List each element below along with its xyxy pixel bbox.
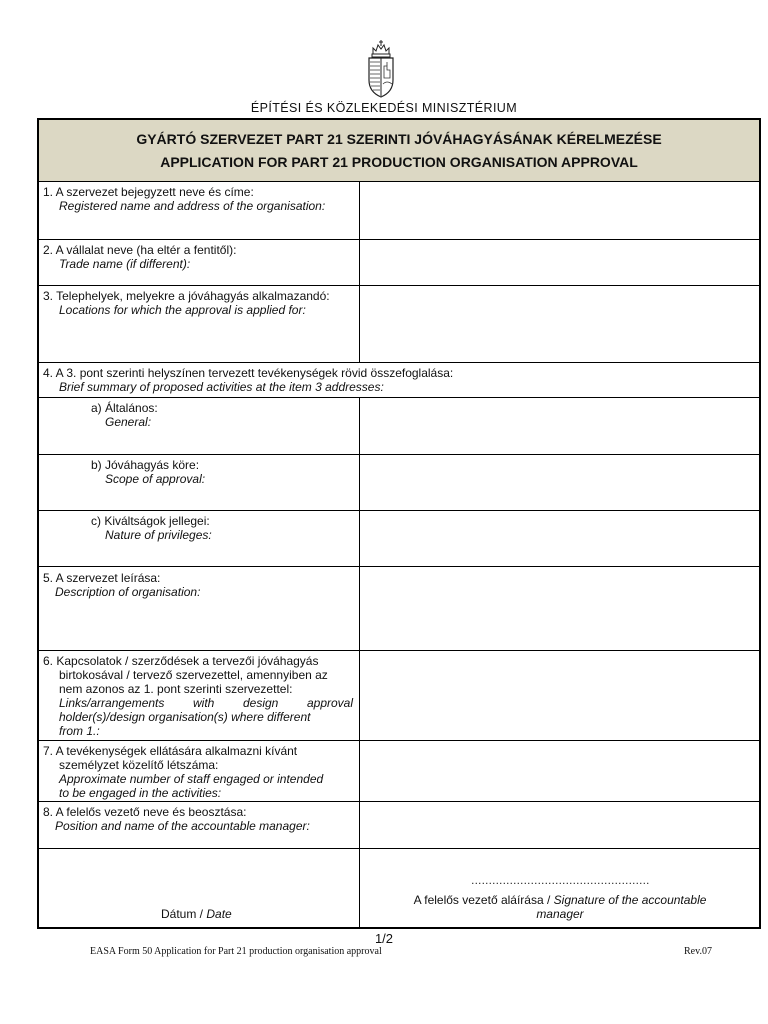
field-label-en: Description of organisation: (55, 585, 201, 599)
field-label-en: Nature of privileges: (105, 528, 212, 542)
form-row-description (39, 567, 759, 651)
form-row-scope-of-approval (39, 455, 759, 511)
field-label-en: Trade name (if different): (59, 257, 191, 271)
field-label-en: Links/arrangements with design approval (59, 696, 353, 710)
label-cell (39, 651, 359, 740)
field-label-hu: 8. A felelős vezető neve és beosztása: (43, 805, 247, 819)
form-row-general (39, 398, 759, 455)
field-label-en: from 1.: (59, 724, 100, 738)
field-label-en: Locations for which the approval is applied for: (59, 303, 306, 317)
label-cell (39, 240, 359, 285)
signature-label-en: Signature of the accountable (553, 893, 707, 907)
nature-of-privileges-input-cell[interactable] (359, 511, 759, 566)
form-row-accountable-manager (39, 802, 759, 849)
field-label-en: to be engaged in the activities: (59, 786, 222, 800)
form-title-english: APPLICATION FOR PART 21 PRODUCTION ORGANISATION APPROVAL (160, 154, 638, 170)
scope-of-approval-input-cell[interactable] (359, 455, 759, 510)
registered-name-input-cell[interactable] (359, 182, 759, 239)
description-input-cell[interactable] (359, 567, 759, 650)
label-cell (39, 802, 359, 848)
staff-number-input-cell[interactable] (359, 741, 759, 801)
form-row-signature (39, 849, 759, 927)
field-label-hu: nem azonos az 1. pont szerinti szervezettel: (59, 682, 293, 696)
field-label-en: holder(s)/design organisation(s) where different (59, 710, 311, 724)
field-label-hu: 6. Kapcsolatok / szerződések a tervezői jóváhagyás (43, 654, 319, 668)
field-label-en: Registered name and address of the organisation: (59, 199, 326, 213)
form-title-hungarian: GYÁRTÓ SZERVEZET PART 21 SZERINTI JÓVÁHAGYÁSÁNAK KÉRELMEZÉSE (136, 131, 662, 147)
locations-input-cell[interactable] (359, 286, 759, 362)
label-cell (39, 286, 359, 362)
label-cell (39, 182, 359, 239)
field-label-en: Approximate number of staff engaged or intended (59, 772, 324, 786)
ministry-name: ÉPÍTÉSI ÉS KÖZLEKEDÉSI MINISZTÉRIUM (250, 101, 518, 115)
field-label-hu: a) Általános: (91, 401, 158, 415)
field-label-hu: 1. A szervezet bejegyzett neve és címe: (43, 185, 254, 199)
hungarian-coat-of-arms-icon (364, 40, 398, 98)
signature-label-en-2: manager (536, 907, 584, 921)
label-cell (39, 741, 359, 801)
date-label-en: Date (206, 907, 232, 921)
form-row-links-arrangements (39, 651, 759, 741)
field-label-hu: b) Jóváhagyás köre: (91, 458, 200, 472)
form-row-staff-number (39, 741, 759, 802)
field-label-en: General: (105, 415, 152, 429)
application-form (37, 118, 761, 929)
accountable-manager-input-cell[interactable] (359, 802, 759, 848)
signature-label-hu: A felelős vezető aláírása / (413, 893, 554, 907)
field-label-hu: 2. A vállalat neve (ha eltér a fentitől): (43, 243, 237, 257)
date-label-hu: Dátum / (161, 907, 207, 921)
field-label-en: Brief summary of proposed activities at the item 3 addresses: (59, 380, 384, 394)
label-cell (39, 567, 359, 650)
signature-cell[interactable] (359, 849, 759, 927)
label-cell (39, 455, 359, 510)
revision: Rev.07 (684, 946, 712, 957)
label-cell (39, 511, 359, 566)
field-label-hu: 4. A 3. pont szerinti helyszínen tervezett tevékenységek rövid összefoglalása: (43, 366, 454, 380)
form-row-trade-name (39, 240, 759, 286)
date-cell[interactable] (39, 849, 359, 927)
form-row-locations (39, 286, 759, 363)
form-row-nature-of-privileges (39, 511, 759, 567)
date-label (161, 907, 232, 921)
trade-name-input-cell[interactable] (359, 240, 759, 285)
links-arrangements-input-cell[interactable] (359, 651, 759, 740)
signature-label (360, 893, 760, 907)
field-label-hu: birtokosával / tervező szervezettel, amennyiben az (59, 668, 328, 682)
field-label-en: Scope of approval: (105, 472, 206, 486)
signature-line: …………………………………………… (470, 875, 650, 887)
label-cell (39, 398, 359, 454)
field-label-hu: személyzet közelítő létszáma: (59, 758, 219, 772)
form-name: EASA Form 50 Application for Part 21 production organisation approval (90, 946, 382, 957)
page-number: 1/2 (374, 931, 394, 946)
form-row-activities-summary (39, 363, 759, 398)
general-input-cell[interactable] (359, 398, 759, 454)
field-label-en: Position and name of the accountable manager: (55, 819, 310, 833)
field-label-hu: c) Kiváltságok jellegei: (91, 514, 210, 528)
field-label-hu: 7. A tevékenységek ellátására alkalmazni kívánt (43, 744, 298, 758)
field-label-hu: 5. A szervezet leírása: (43, 571, 161, 585)
field-label-hu: 3. Telephelyek, melyekre a jóváhagyás alkalmazandó: (43, 289, 330, 303)
form-row-registered-name (39, 182, 759, 240)
form-title-box (39, 120, 759, 182)
